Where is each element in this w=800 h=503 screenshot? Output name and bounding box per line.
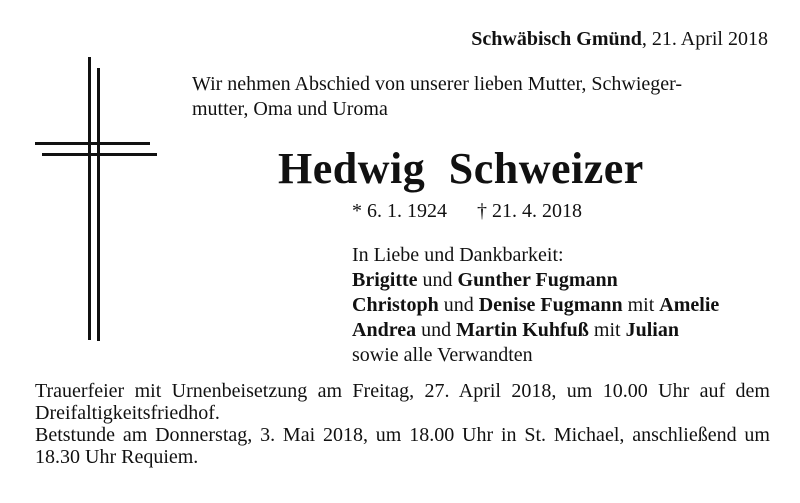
mourner-name: Gunther Fugmann <box>457 269 618 291</box>
mourners-closing: sowie alle Verwandten <box>352 344 533 366</box>
mourner-row <box>352 268 719 293</box>
notice-date: , 21. April 2018 <box>641 28 768 50</box>
connector-text: und <box>416 319 457 341</box>
mourners-intro: In Liebe und Dankbarkeit: <box>352 244 564 266</box>
place-name: Schwäbisch Gmünd <box>471 28 642 50</box>
mourner-name: Julian <box>625 319 679 341</box>
prayer-service-text: Betstunde am Donnerstag, 3. Mai 2018, um 18.00 Uhr in St. Michael, anschließend um 18.30 Uhr Requiem. <box>35 424 770 468</box>
cross-vertical-line-right <box>97 68 100 341</box>
ceremony-info <box>35 380 770 468</box>
mourner-name: Denise Fugmann <box>478 294 623 316</box>
mourner-name: Brigitte <box>352 269 418 291</box>
cross-horizontal-line-top <box>35 142 150 145</box>
life-dates <box>352 200 582 223</box>
mourner-name: Andrea <box>352 319 417 341</box>
death-date: † 21. 4. 2018 <box>477 200 582 222</box>
place-date-line <box>471 28 768 51</box>
connector-text: und <box>417 269 458 291</box>
mourners-block <box>352 243 719 368</box>
cross-vertical-line-left <box>88 57 91 340</box>
connector-text: und <box>438 294 479 316</box>
intro-line-2: mutter, Oma und Uroma <box>192 98 388 120</box>
intro-line-1: Wir nehmen Abschied von unserer lieben Mutter, Schwieger- <box>192 73 683 95</box>
mourner-row <box>352 293 719 318</box>
mourner-row <box>352 318 719 343</box>
funeral-service-text: Trauerfeier mit Urnenbeisetzung am Freitag, 27. April 2018, um 10.00 Uhr auf dem Dreifaltigkeitsfriedhof. <box>35 380 770 424</box>
birth-date: * 6. 1. 1924 <box>352 200 447 222</box>
deceased-name: Hedwig Schweizer <box>278 144 644 193</box>
connector-text: mit <box>588 319 626 341</box>
mourner-name: Martin Kuhfuß <box>456 319 589 341</box>
connector-text: mit <box>622 294 660 316</box>
intro-text <box>192 72 770 122</box>
mourner-name: Amelie <box>659 294 720 316</box>
mourner-name: Christoph <box>352 294 439 316</box>
cross-horizontal-line-bottom <box>42 153 157 156</box>
